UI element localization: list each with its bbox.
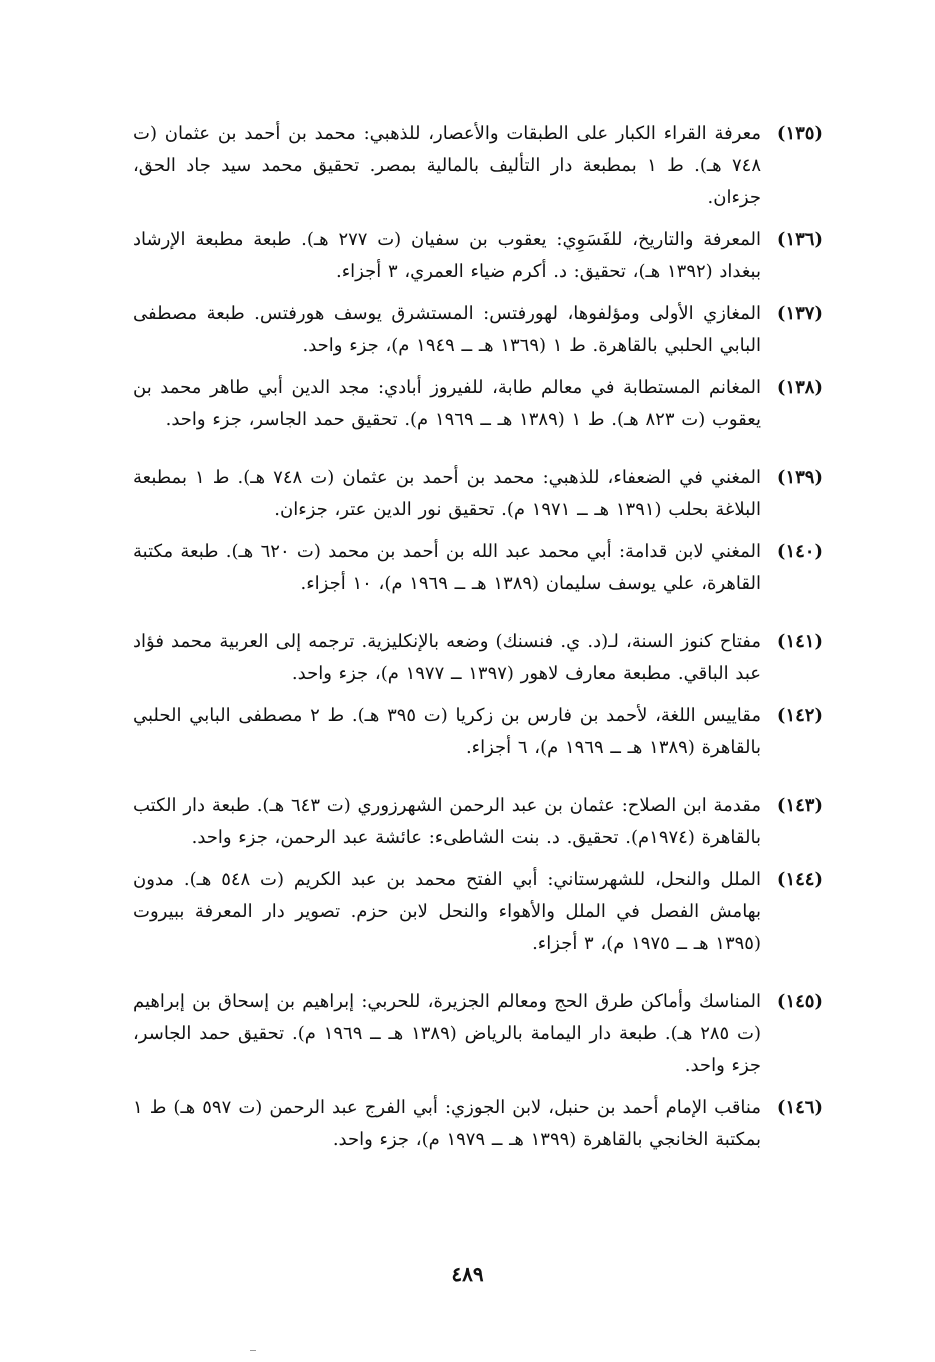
bibliography-entry [133,986,823,1082]
entry-number: (١٤٣) [776,795,823,816]
entry-number: (١٤٤) [776,869,823,890]
bibliography-entry [133,224,823,288]
scan-edge-mark [250,1350,256,1351]
entry-text: المغانم المستطابة في معالم طابة، للفيروز أبادي: مجد الدين أبي طاهر محمد بن يعقوب (ت ٨٢٣ هـ). ط ١ (١٣٨٩ هـ ــ ١٩٦٩ م). تحقيق حمد الجاسر، جزء واحد. [133,377,761,430]
bibliography-list [133,118,823,1166]
entry-text: المغني لابن قدامة: أبي محمد عبد الله بن أحمد بن محمد (ت ٦٢٠ هـ). طبعة مكتبة القاهرة، علي يوسف سليمان (١٣٨٩ هـ ــ ١٩٦٩ م)، ١٠ أجزاء. [133,541,761,594]
bibliography-entry [133,626,823,690]
entry-number: (١٣٦) [776,229,823,250]
entry-number: (١٤٥) [776,991,823,1012]
bibliography-entry [133,536,823,600]
entry-number: (١٤١) [776,631,823,652]
entry-text: معرفة القراء الكبار على الطبقات والأعصار، للذهبي: محمد بن أحمد بن عثمان (ت ٧٤٨ هـ). ط ١ بمطبعة دار التأليف بالمالية بمصر. تحقيق محمد سيد جاد الحق، جزءان. [133,123,762,208]
entry-number: (١٤٦) [776,1097,823,1118]
entry-number: (١٤٢) [776,705,823,726]
bibliography-entry [133,462,823,526]
entry-number: (١٣٥) [776,123,823,144]
entry-text: مناقب الإمام أحمد بن حنبل، لابن الجوزي: أبي الفرج عبد الرحمن (ت ٥٩٧ هـ) ط ١ بمكتبة الخانجي بالقاهرة (١٣٩٩ هـ ــ ١٩٧٩ م)، جزء واحد. [133,1097,761,1150]
entry-number: (١٣٨) [776,377,823,398]
bibliography-entry [133,1092,823,1156]
bibliography-entry [133,700,823,764]
entry-text: المناسك وأماكن طرق الحج ومعالم الجزيرة، للحربي: إبراهيم بن إسحاق بن إبراهيم (ت ٢٨٥ هـ). طبعة دار اليمامة بالرياض (١٣٨٩ هـ ــ ١٩٦٩ م). تحقيق حمد الجاسر، جزء واحد. [133,991,761,1076]
entry-text: مفتاح كنوز السنة، لـ(د. ي. فنسنك) وضعه بالإنكليزية. ترجمه إلى العربية محمد فؤاد عبد الباقي. مطبعة معارف لاهور (١٣٩٧ ــ ١٩٧٧ م)، جزء واحد. [133,631,761,684]
entry-text: المغني في الضعفاء، للذهبي: محمد بن أحمد بن عثمان (ت ٧٤٨ هـ). ط ١ بمطبعة البلاغة بحلب (١٣٩١ هـ ــ ١٩٧١ م). تحقيق نور الدين عتر، جزءان. [133,467,761,520]
bibliography-entry [133,864,823,960]
page-number: ٤٨٩ [451,1262,484,1286]
entry-number: (١٤٠) [776,541,823,562]
bibliography-entry [133,118,823,214]
entry-number: (١٣٩) [776,467,823,488]
bibliography-entry [133,298,823,362]
entry-number: (١٣٧) [776,303,823,324]
bibliography-entry [133,372,823,436]
entry-text: مقدمة ابن الصلاح: عثمان بن عبد الرحمن الشهرزوري (ت ٦٤٣ هـ). طبعة دار الكتب بالقاهرة (١٩٧٤م). تحقيق. د. بنت الشاطىء: عائشة عبد الرحمن، جزء واحد. [133,795,761,848]
entry-text: الملل والنحل، للشهرستاني: أبي الفتح محمد بن عبد الكريم (ت ٥٤٨ هـ). مدون بهامش الفصل في الملل والأهواء والنحل لابن حزم. تصوير دار المعرفة ببيروت (١٣٩٥ هـ ــ ١٩٧٥ م)، ٣ أجزاء. [133,869,761,954]
entry-text: مقاييس اللغة، لأحمد بن فارس بن زكريا (ت ٣٩٥ هـ). ط ٢ مصطفى البابي الحلبي بالقاهرة (١٣٨٩ هـ ــ ١٩٦٩ م)، ٦ أجزاء. [133,705,762,758]
bibliography-entry [133,790,823,854]
entry-text: المغازي الأولى ومؤلفوها، لهورفتس: المستشرق يوسف هورفتس. طبعة مصطفى البابي الحلبي بالقاهرة. ط ١ (١٣٦٩ هـ ــ ١٩٤٩ م)، جزء واحد. [133,303,761,356]
entry-text: المعرفة والتاريخ، للفَسَوِي: يعقوب بن سفيان (ت ٢٧٧ هـ). طبعة مطبعة الإرشاد ببغداد (١٣٩٢ هـ)، تحقيق: د. أكرم ضياء العمري، ٣ أجزاء. [133,229,761,282]
